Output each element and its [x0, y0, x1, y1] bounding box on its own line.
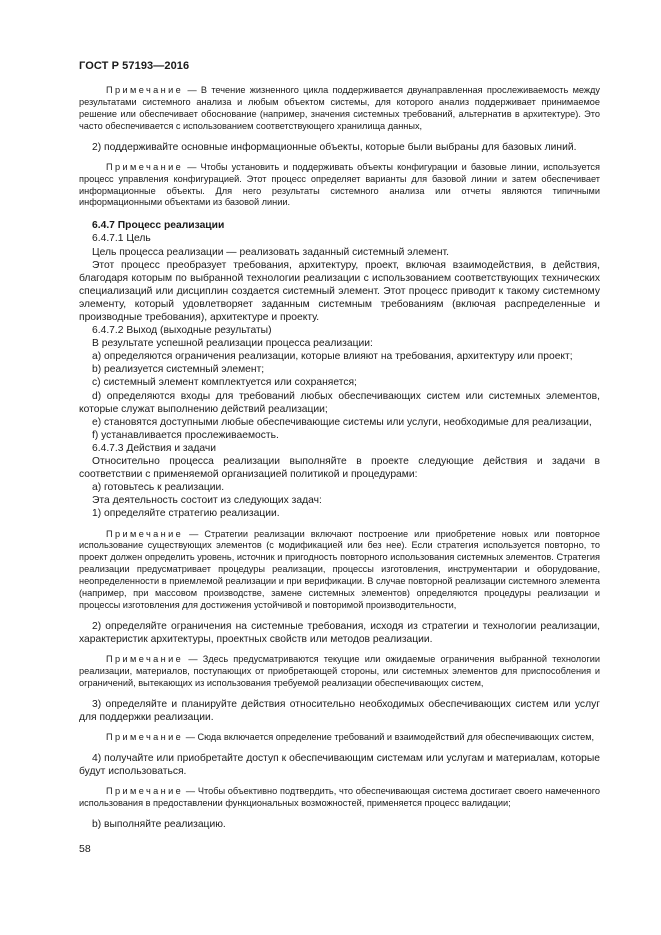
- note-configuration: Примечание — Чтобы установить и поддерживать объекты конфигурации и базовые линии, используется процесс управления конфигурацией. Этот процесс определяет варианты для базовой линии и затем обеспечивает информационные объекты. Для него результаты системного анализа или отчеты являются типичными информационными объектами из базовой линии.: [79, 161, 600, 208]
- page-number: 58: [79, 843, 91, 855]
- list-item-e: e) становятся доступными любые обеспечивающие системы или услуги, необходимые для реализации,: [92, 416, 592, 428]
- subsection-6-4-7-1: 6.4.7.1 Цель: [92, 233, 151, 245]
- paragraph-activities-intro: Относительно процесса реализации выполняйте в проекте следующие действия и задачи в соответствии с применяемой организацией политикой и процедурами:: [79, 456, 600, 481]
- task-4: 4) получайте или приобретайте доступ к обеспечивающим системам или услугам и материалам, которые будут использоваться.: [79, 752, 600, 777]
- note-label: Примечание: [106, 85, 184, 95]
- list-item-c: c) системный элемент комплектуется или сохраняется;: [92, 377, 357, 389]
- note-label: Примечание: [106, 161, 184, 172]
- paragraph-purpose: Цель процесса реализации — реализовать заданный системный элемент.: [92, 246, 449, 258]
- note-constraints: Примечание — Здесь предусматриваются текущие или ожидаемые ограничения выбранной технологии реализации, материалов, поступающих от приобретающей стороны, или системных элементов для приспособления и ограничений, вытекающих из использования требуемой реализации обеспечивающих систем,: [79, 654, 600, 688]
- subsection-6-4-7-2: 6.4.7.2 Выход (выходные результаты): [92, 325, 272, 337]
- subsection-6-4-7-3: 6.4.7.3 Действия и задачи: [92, 442, 217, 454]
- task-3: 3) определяйте и планируйте действия относительно необходимых обеспечивающих систем или услуг для поддержки реализации.: [79, 698, 600, 723]
- page-content: [79, 85, 600, 831]
- activity-b: b) выполняйте реализацию.: [92, 818, 226, 830]
- note-enabling-requirements: Примечание — Сюда включается определение требований и взаимодействий для обеспечивающих систем,: [106, 731, 595, 742]
- note-traceability: Примечание — В течение жизненного цикла поддерживается двунаправленная прослеживаемость между результатами системного анализа и любым объектом системы, для которого анализ поддерживает принимаемое решение или обеспечивает обоснование (например, значения системных требований, альтернатив в архитектуре). Это часто обеспечивается с использованием соответствующего хранилища данных,: [79, 85, 600, 131]
- list-item-f: f) устанавливается прослеживаемость.: [92, 429, 279, 441]
- section-heading-6-4-7: 6.4.7 Процесс реализации: [92, 220, 225, 232]
- list-item-a: a) определяются ограничения реализации, которые влияют на требования, архитектуру или проект;: [92, 351, 573, 363]
- note-label: Примечание: [106, 731, 184, 742]
- note-label: Примечание: [106, 786, 184, 797]
- task-1: 1) определяйте стратегию реализации.: [92, 508, 280, 520]
- standard-header: ГОСТ Р 57193—2016: [79, 60, 190, 72]
- note-validation: Примечание — Чтобы объективно подтвердить, что обеспечивающая система достигает своего намеченного использования в предоставлении функциональных возможностей, применяется процесс валидации;: [79, 786, 600, 808]
- paragraph-process-description: Этот процесс преобразует требования, архитектуру, проект, включая взаимодействия, в действия, благодаря которым по выбранной технологии реализации с использованием соответствующих технических специализаций или дисциплин создается системный элемент. Этот процесс приводит к такому системному элементу, который удовлетворяет заданным системным требованиям (включая распределенные и производные требования), архитектуре и проекту.: [79, 259, 600, 323]
- activity-a: a) готовьтесь к реализации.: [92, 482, 225, 494]
- paragraph-baselines: 2) поддерживайте основные информационные объекты, которые были выбраны для базовых линий.: [92, 141, 577, 153]
- paragraph-outcomes-intro: В результате успешной реализации процесса реализации:: [92, 338, 373, 350]
- list-item-b: b) реализуется системный элемент;: [92, 364, 265, 376]
- note-strategy: Примечание — Стратегии реализации включают построение или приобретение новых или повторное использование существующих элементов (с модификацией или без нее). Если стратегия используется повторно, то проект должен определить уровень, источник и пригодность повторного использования системных элементов. Стратегия реализации предусматривает процедуры реализации, процессы изготовления, инструментарии и оборудование, неопределенности в приемлемой реализации и при верификации. В случае повторной реализации системного элемента (например, при массовом производстве, замене системных элементов) определяются процедуры реализации и процессы изготовления для достижения устойчивой и повторимой производительности,: [79, 528, 600, 610]
- paragraph-tasks-intro: Эта деятельность состоит из следующих задач:: [92, 495, 322, 507]
- task-2: 2) определяйте ограничения на системные требования, исходя из стратегии и технологии реализации, характеристик архитектуры, проектных свойств или методов реализации.: [79, 620, 600, 645]
- note-label: Примечание: [106, 654, 184, 665]
- note-label: Примечание: [106, 528, 184, 539]
- list-item-d: d) определяются входы для требований любых обеспечивающих систем или системных элементов, которые служат выполнению действий реализации;: [79, 390, 600, 415]
